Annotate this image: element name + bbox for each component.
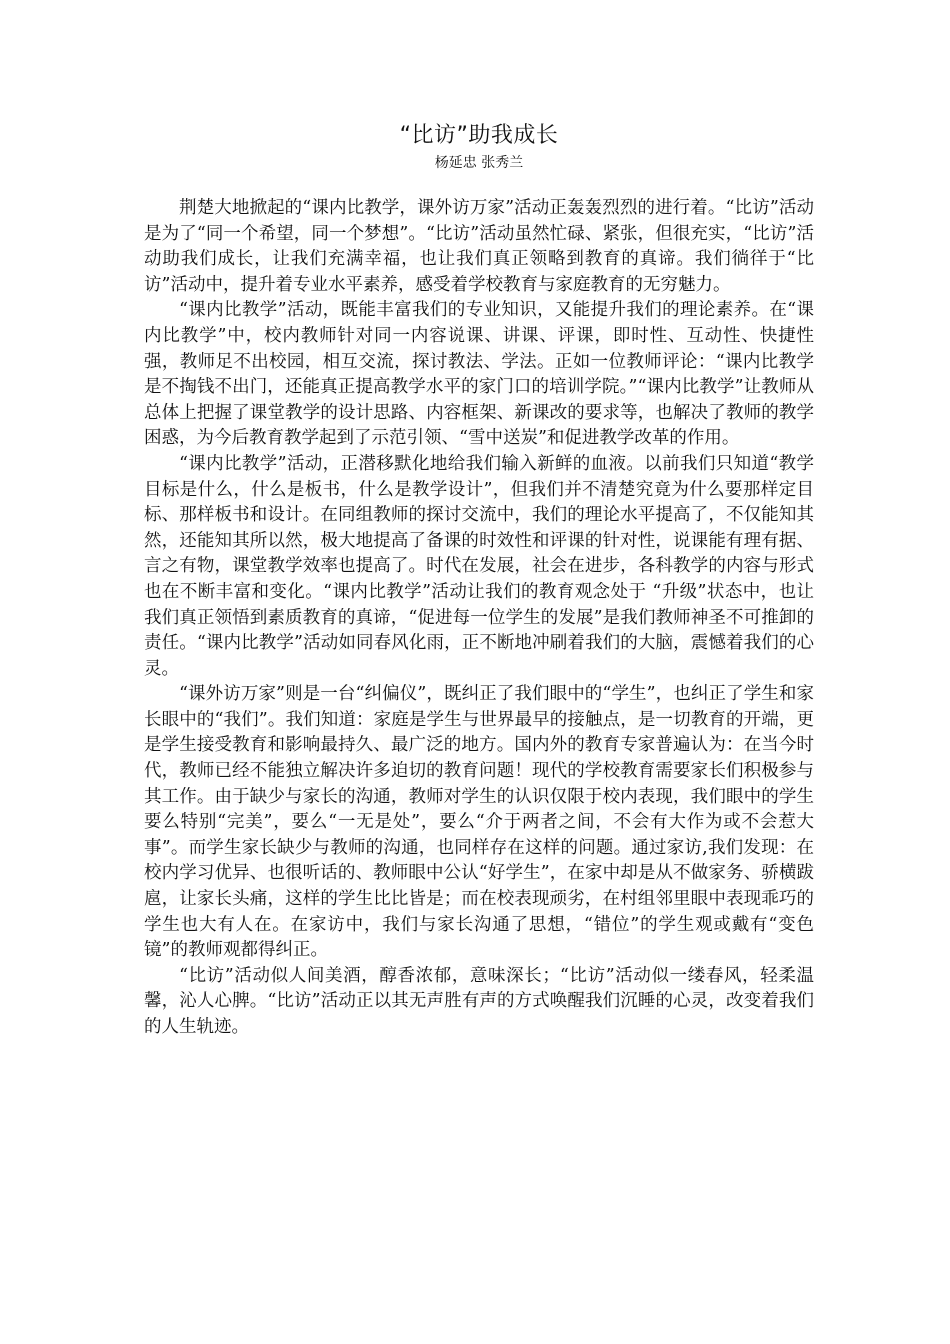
paragraph: 荆楚大地掀起的“课内比教学，课外访万家”活动正轰轰烈烈的进行着。“比访”活动是为了“同一个希望，同一个梦想”。“比访”活动虽然忙碌、紧张，但很充实，“比访”活动助我们成长，让我们充满幸福，也让我们真正领略到教育的真谛。我们徜徉于“比访”活动中，提升着专业水平素养，感受着学校教育与家庭教育的无穷魅力。 <box>144 198 814 295</box>
document-authors: 杨延忠 张秀兰 <box>434 155 524 171</box>
document-page <box>144 118 814 1041</box>
paragraph: “课内比教学”活动，既能丰富我们的专业知识，又能提升我们的理论素养。在“课内比教学”中，校内教师针对同一内容说课、讲课、评课，即时性、互动性、快捷性强，教师足不出校园，相互交流，探讨教法、学法。正如一位教师评论：“课内比教学是不掏钱不出门，还能真正提高教学水平的家门口的培训学院。”“课内比教学”让教师从总体上把握了课堂教学的设计思路、内容框架、新课改的要求等，也解决了教师的教学困惑，为今后教育教学起到了示范引领、“雪中送炭”和促进教学改革的作用。 <box>144 300 814 449</box>
paragraph: “比访”活动似人间美酒，醇香浓郁，意味深长；“比访”活动似一缕春风，轻柔温馨，沁人心脾。“比访”活动正以其无声胜有声的方式唤醒我们沉睡的心灵，改变着我们的人生轨迹。 <box>144 965 814 1037</box>
document-title: “比访”助我成长 <box>399 123 559 148</box>
paragraph: “课外访万家”则是一台“纠偏仪”，既纠正了我们眼中的“学生”，也纠正了学生和家长眼中的“我们”。我们知道：家庭是学生与世界最早的接触点，是一切教育的开端，更是学生接受教育和影响最持久、最广泛的地方。国内外的教育专家普遍认为：在当今时代，教师已经不能独立解决许多迫切的教育问题！现代的学校教育需要家长们积极参与其工作。由于缺少与家长的沟通，教师对学生的认识仅限于校内表现，我们眼中的学生要么特别“完美”，要么“一无是处”，要么“介于两者之间，不会有大作为或不会惹大事”。而学生家长缺少与教师的沟通，也同样存在这样的问题。通过家访,我们发现：在校内学习优异、也很听话的、教师眼中公认“好学生”，在家中却是从不做家务、骄横跋扈，让家长头痛，这样的学生比比皆是；而在校表现顽劣，在村组邻里眼中表现乖巧的学生也大有人在。在家访中，我们与家长沟通了思想，“错位”的学生观或戴有“变色镜”的教师观都得纠正。 <box>144 684 814 961</box>
document-body <box>144 196 814 1041</box>
paragraph: “课内比教学”活动，正潜移默化地给我们输入新鲜的血液。以前我们只知道“教学目标是什么，什么是板书，什么是教学设计”，但我们并不清楚究竟为什么要那样定目标、那样板书和设计。在同组教师的探讨交流中，我们的理论水平提高了，不仅能知其然，还能知其所以然，极大地提高了备课的时效性和评课的针对性，说课能有理有据、言之有物，课堂教学效率也提高了。时代在发展，社会在进步，各科教学的内容与形式也在不断丰富和变化。“课内比教学”活动让我们的教育观念处于 “升级”状态中，也让我们真正领悟到素质教育的真谛，“促进每一位学生的发展”是我们教师神圣不可推卸的责任。“课内比教学”活动如同春风化雨，正不断地冲刷着我们的大脑，震憾着我们的心灵。 <box>144 453 814 679</box>
